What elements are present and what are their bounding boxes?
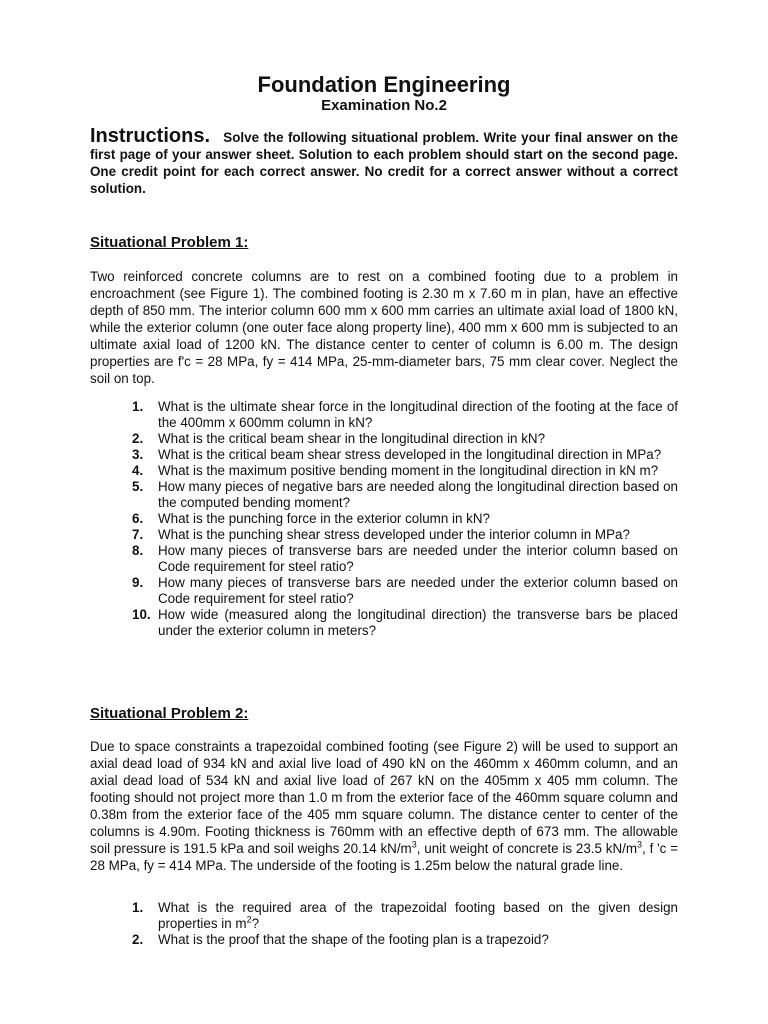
question-text: What is the critical beam shear stress developed in the longitudinal direction in MPa?: [158, 447, 662, 462]
problem2-text-part1: Due to space constraints a trapezoidal combined footing (see Figure 2) will be used to support an axial dead load of 934 kN and axial live load of 490 kN on the 460mm x 460mm column, and an axial dead load of 534 kN and axial live load of 267 kN on the 405mm x 405 mm column. The footing should not project more than 1.0 m from the exterior face of the 460mm square column and 0.38m from the exterior face of the 405 mm square column. The distance center to center of the columns is 4.90m. Footing thickness is 760mm with an effective depth of 673 mm. The allowable soil pressure is 191.5 kPa and soil weighs 20.14 kN/m: [90, 739, 678, 856]
question-item: [132, 575, 678, 607]
problem2-heading: Situational Problem 2:: [90, 705, 249, 722]
question-number: 8.: [132, 543, 144, 558]
question-text: How many pieces of negative bars are needed along the longitudinal direction based on the computed bending moment?: [158, 479, 678, 510]
instructions-block: [90, 125, 678, 197]
instructions-lead: Instructions.: [90, 125, 211, 147]
question-number: 7.: [132, 527, 144, 542]
instructions-text: Solve the following situational problem. Write your final answer on the first page of your answer sheet. Solution to each problem should start on the second page. One credit point for each correct answer. No credit for a correct answer without a correct solution.: [90, 130, 678, 196]
question-text: How wide (measured along the longitudinal direction) the transverse bars be placed under the exterior column in meters?: [158, 607, 678, 638]
question-number: 4.: [132, 463, 144, 478]
question-text-end: ?: [251, 916, 260, 931]
question-item: [132, 463, 678, 479]
question-number: 1.: [132, 399, 144, 414]
question-text: What is the maximum positive bending moment in the longitudinal direction in kN m?: [158, 463, 659, 478]
question-number: 2.: [132, 932, 144, 947]
page-title: Foundation Engineering: [257, 72, 511, 97]
question-item: [132, 543, 678, 575]
superscript: 3: [637, 839, 643, 850]
question-text: What is the proof that the shape of the footing plan is a trapezoid?: [158, 932, 549, 947]
question-item: [132, 900, 678, 932]
question-text: How many pieces of transverse bars are needed under the exterior column based on Code requirement for steel ratio?: [158, 575, 678, 606]
problem2-questions: [132, 900, 678, 948]
question-text: What is the ultimate shear force in the longitudinal direction of the footing at the face of the 400mm x 600mm column in kN?: [158, 399, 678, 430]
question-number: 9.: [132, 575, 144, 590]
problem2-text: [90, 738, 678, 874]
problem2-text-part3: , f 'c = 28 MPa, fy = 414 MPa. The underside of the footing is 1.25m below the natural grade line.: [90, 841, 679, 873]
question-item: [132, 527, 678, 543]
problem2-text-part2: , unit weight of concrete is 23.5 kN/m: [416, 841, 638, 856]
problem1-questions: [132, 399, 678, 639]
question-text: What is the critical beam shear in the longitudinal direction in kN?: [158, 431, 546, 446]
page-subtitle: Examination No.2: [321, 97, 447, 114]
question-number: 2.: [132, 431, 144, 446]
question-item: [132, 511, 678, 527]
question-number: 6.: [132, 511, 144, 526]
question-item: [132, 479, 678, 511]
superscript: 3: [411, 839, 417, 850]
question-number: 3.: [132, 447, 144, 462]
question-number: 10.: [132, 607, 151, 622]
question-number: 5.: [132, 479, 144, 494]
question-text: What is the punching shear stress developed under the interior column in MPa?: [158, 527, 630, 542]
superscript: 2: [246, 914, 252, 925]
problem1-text: Two reinforced concrete columns are to rest on a combined footing due to a problem in encroachment (see Figure 1). The combined footing is 2.30 m x 7.60 m in plan, have an effective depth of 850 mm. The interior column 600 mm x 600 mm carries an ultimate axial load of 1800 kN, while the exterior column (one outer face along property line), 400 mm x 600 mm is subjected to an ultimate axial load of 1200 kN. The distance center to center of column is 6.00 m. The design properties are f'c = 28 MPa, fy = 414 MPa, 25-mm-diameter bars, 75 mm clear cover. Neglect the soil on top.: [90, 269, 678, 386]
question-item: [132, 447, 678, 463]
question-text: What is the punching force in the exterior column in kN?: [158, 511, 490, 526]
question-number: 1.: [132, 900, 144, 915]
question-item: [132, 431, 678, 447]
question-text: How many pieces of transverse bars are needed under the interior column based on Code requirement for steel ratio?: [158, 543, 678, 574]
question-text: What is the required area of the trapezoidal footing based on the given design properties in m: [158, 900, 678, 931]
question-item: [132, 607, 678, 639]
question-item: [132, 932, 678, 948]
question-item: [132, 399, 678, 431]
problem1-heading: Situational Problem 1:: [90, 234, 249, 251]
